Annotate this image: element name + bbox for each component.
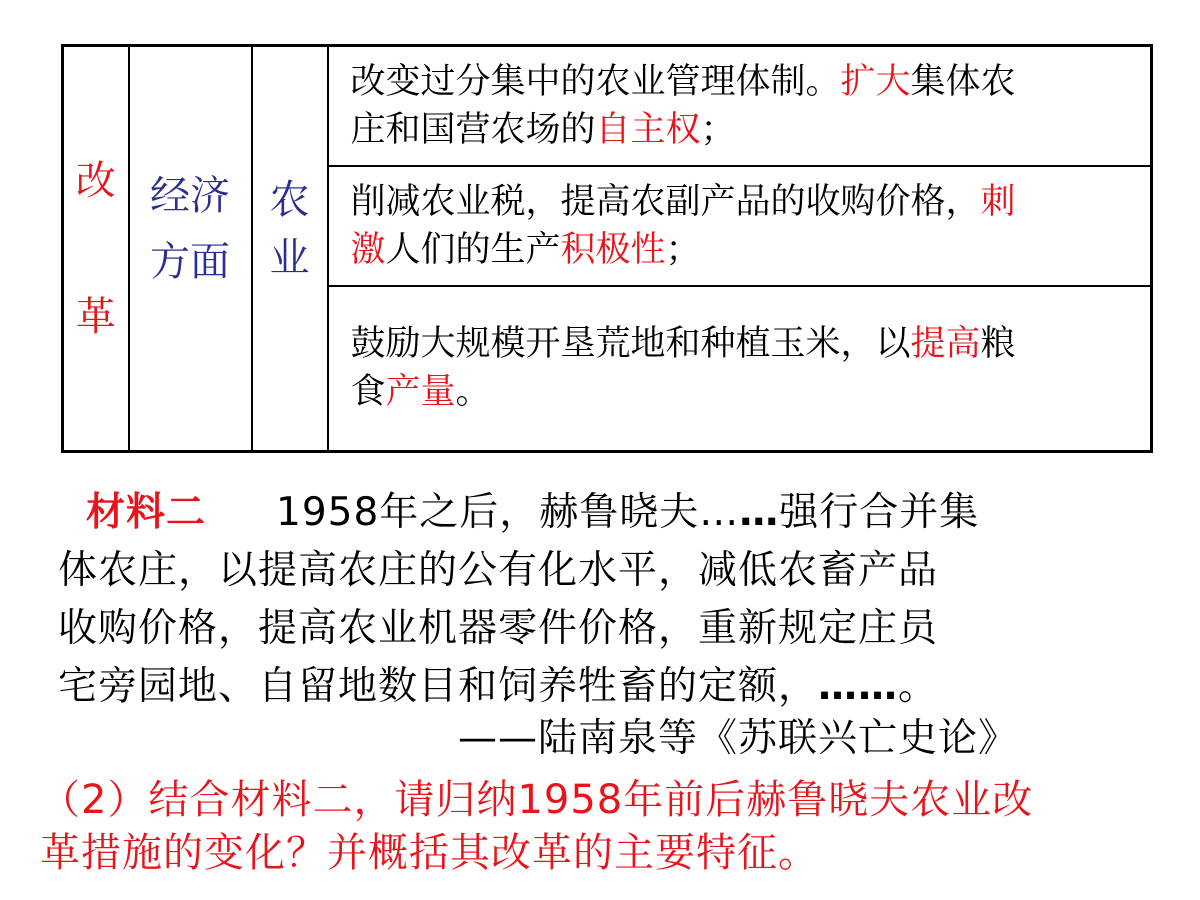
reform-item-1 (328, 46, 1152, 166)
highlight-span: 产量 (385, 372, 456, 413)
reform-item-1-line2 (351, 106, 1127, 154)
economy-label-line2: 方面 (150, 238, 230, 285)
highlight-span: 激 (350, 229, 386, 270)
reform-item-3 (328, 286, 1152, 452)
economy-label-cell (129, 46, 252, 452)
reform-item-3-line2 (351, 368, 1127, 416)
material-heading: 材料二 (86, 490, 207, 535)
material-text: 宅旁园地、自留地数目和饲养牲畜的定额， (58, 664, 819, 709)
material-two (58, 484, 1098, 716)
text-span: 鼓励大规模开垦荒地和种植玉米，以 (350, 324, 911, 365)
material-text: 强行合并集 (779, 490, 980, 535)
highlight-span: 提高 (910, 324, 981, 365)
material-line-2: 体农庄，以提高农庄的公有化水平，减低农畜产品 (58, 548, 939, 593)
question-line-2: 革措施的变化？并概括其改革的主要特征。 (40, 830, 819, 876)
text-span: ； (665, 229, 701, 270)
material-line-1 (58, 484, 1098, 542)
text-span: 集体农 (910, 61, 1016, 102)
economy-label-line1: 经济 (150, 172, 230, 219)
agriculture-label-cell (252, 46, 328, 452)
reform-item-3-line1 (351, 320, 1127, 368)
question-line-1: （2）结合材料二，请归纳1958年前后赫鲁晓夫农业改 (40, 777, 1034, 823)
highlight-span: 扩大 (840, 61, 911, 102)
question (40, 774, 1180, 880)
material-line-4 (58, 658, 1098, 716)
reform-label-cell (63, 46, 129, 452)
reform-item-2 (328, 166, 1152, 286)
ellipsis: …… (818, 664, 899, 709)
text-span: 庄和国营农场的 (350, 109, 596, 150)
text-span: 改变过分集中的农业管理体制。 (350, 61, 841, 102)
text-span: 粮 (980, 324, 1016, 365)
text-span: 。 (455, 372, 491, 413)
reform-char-2: 革 (75, 293, 116, 340)
material-source: ——陆南泉等《苏联兴亡史论》 (458, 716, 1019, 761)
text-span: 人们的生产 (385, 229, 561, 270)
material-text: 。 (898, 664, 939, 709)
reform-item-1-line1 (351, 58, 1127, 106)
reform-item-2-line2 (351, 226, 1127, 274)
agriculture-label-line1: 农 (269, 176, 310, 223)
material-text-bold: … (739, 490, 780, 535)
text-span: ； (700, 109, 736, 150)
reform-char-1: 改 (75, 157, 116, 204)
agriculture-label-line2: 业 (269, 234, 310, 281)
text-span: 食 (350, 372, 386, 413)
reform-table (61, 44, 1153, 453)
highlight-span: 积极性 (560, 229, 666, 270)
reform-item-2-line1 (351, 178, 1127, 226)
text-span: 削减农业税，提高农副产品的收购价格， (350, 181, 981, 222)
material-text: 1958年之后，赫鲁晓夫… (276, 490, 740, 535)
highlight-span: 刺 (980, 181, 1016, 222)
highlight-span: 自主权 (595, 109, 701, 150)
material-line-3: 收购价格，提高农业机器零件价格，重新规定庄员 (58, 606, 939, 651)
